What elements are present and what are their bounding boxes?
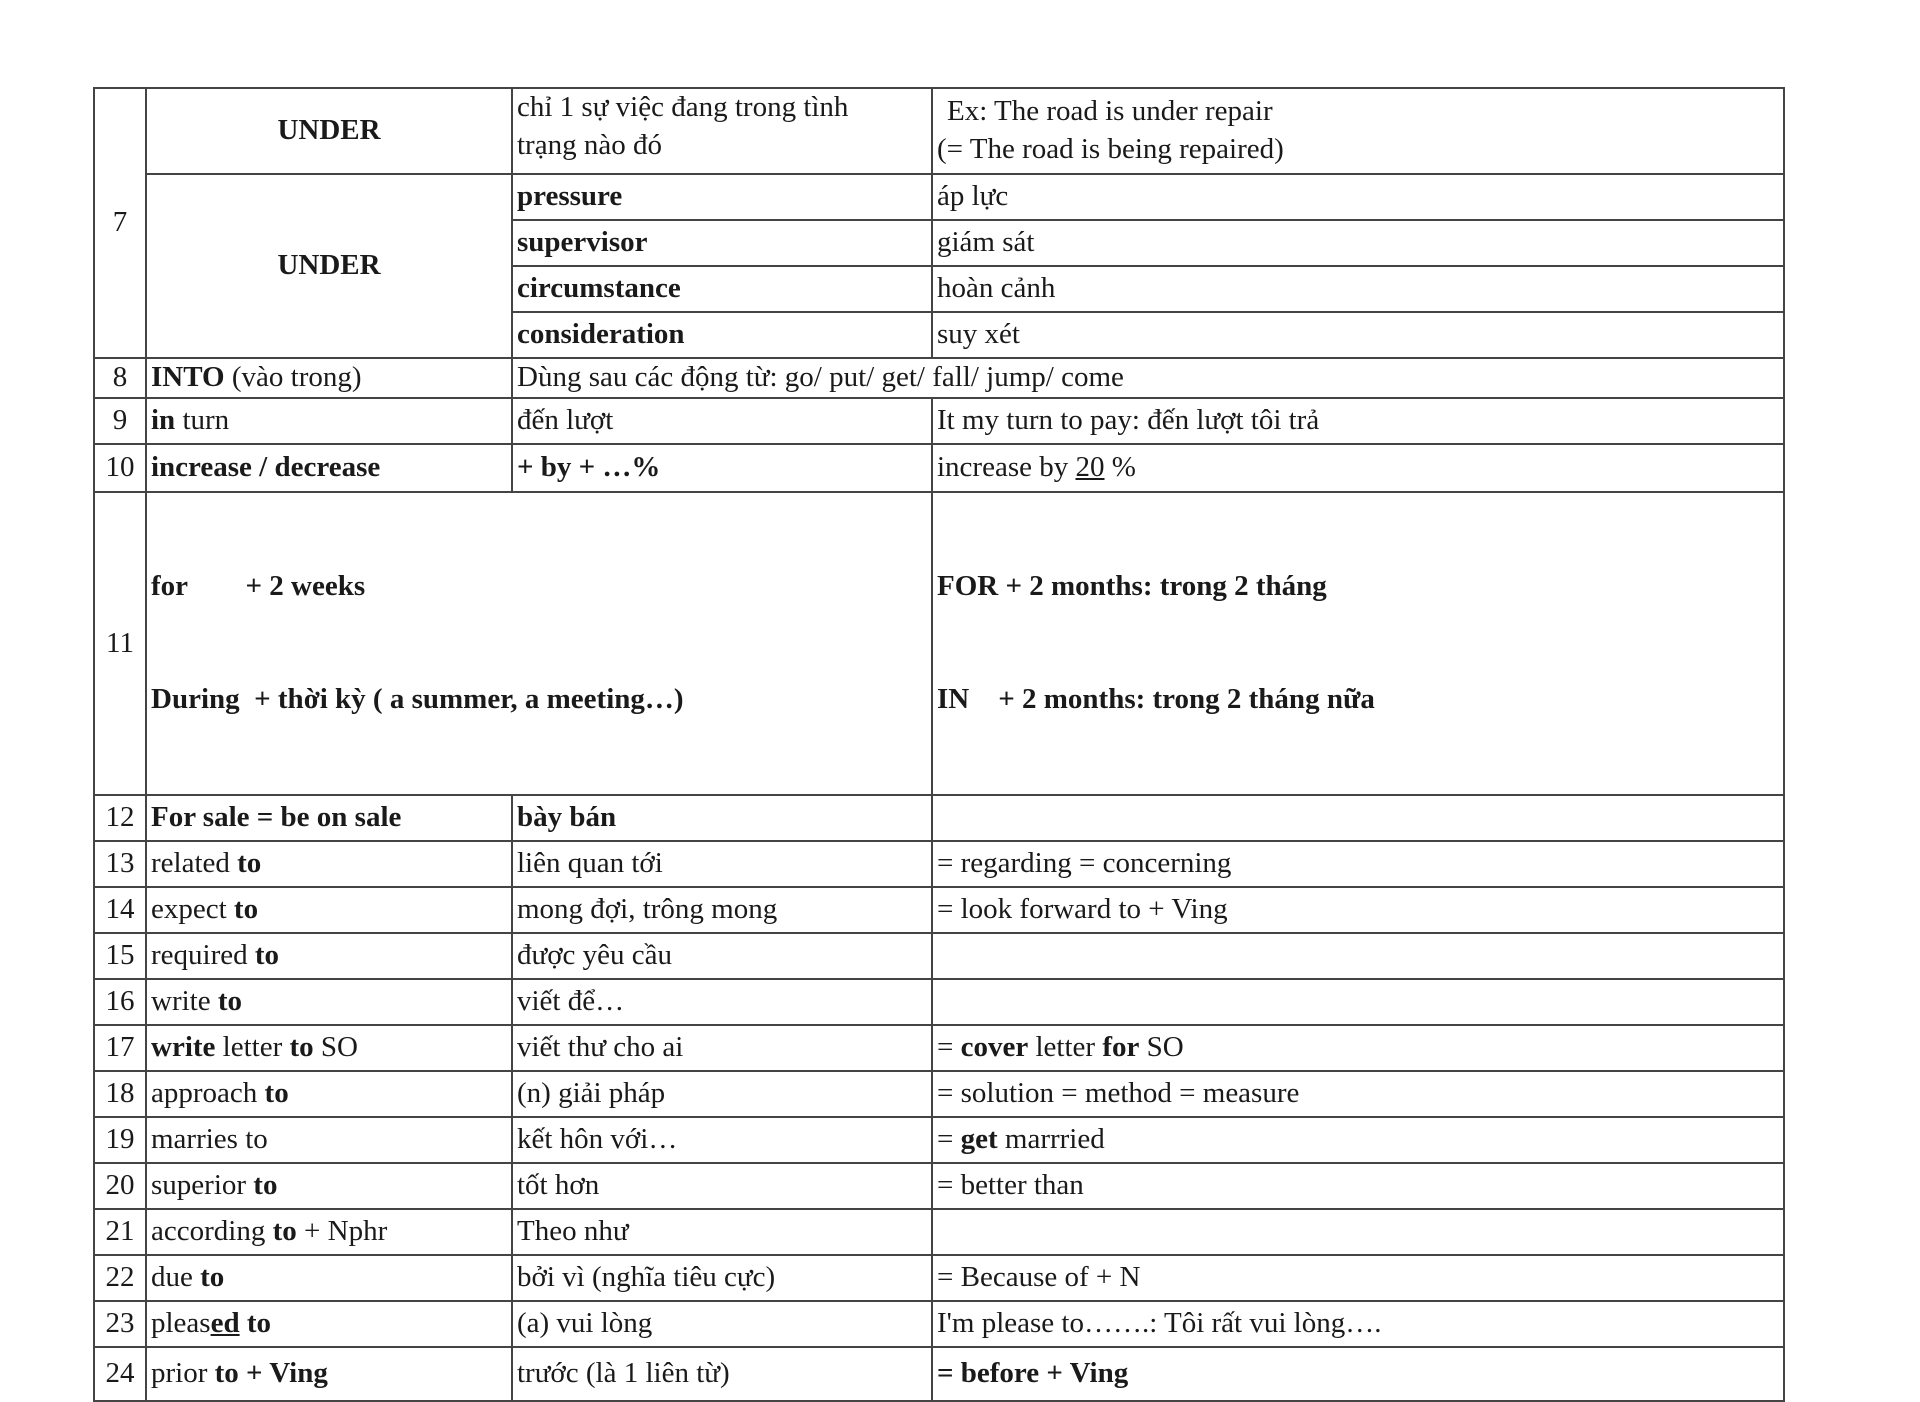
term: UNDER [277,114,381,147]
example-line: Ex: The road is under repair [947,95,1273,128]
example-line: (= The road is being repaired) [937,133,1284,165]
row-number: 7 [94,88,146,358]
term-plain: related [151,847,238,880]
note-cell [932,444,1784,492]
meaning-cell: viết để… [512,979,932,1025]
table-row [94,444,1784,492]
note-cell: = look forward to + Ving [932,887,1784,933]
term-cell [146,174,512,358]
note-cell: hoàn cảnh [932,266,1784,312]
table-row [94,88,1784,174]
meaning-cell: được yêu cầu [512,933,932,979]
table-row [94,1347,1784,1401]
note-line: FOR + 2 months: trong 2 tháng [937,570,1327,603]
row-number: 9 [94,398,146,444]
term-cell [146,1209,512,1255]
note-cell [932,1209,1784,1255]
meaning-cell: trước (là 1 liên từ) [512,1347,932,1401]
word-cell [512,266,932,312]
term-cell [146,358,512,398]
note-plain: SO [1139,1031,1184,1064]
meaning-cell [512,444,932,492]
term-rest: (vào trong) [224,361,362,393]
vocabulary-table [93,87,1785,1402]
table-row [94,1163,1784,1209]
note-cell: = regarding = concerning [932,841,1784,887]
term-plain: expect [151,893,234,926]
word: consideration [517,318,685,351]
term-cell [146,841,512,887]
table-row [94,795,1784,841]
meaning: + by + …% [517,450,661,483]
word-cell [512,220,932,266]
term-plain: write [151,985,218,1018]
meaning-line: trạng nào đó [517,128,662,161]
term-cell [146,398,512,444]
term-bold: write [151,1031,216,1064]
row-number: 18 [94,1071,146,1117]
note-bold: cover [960,1031,1029,1064]
meaning-cell: mong đợi, trông mong [512,887,932,933]
note-cell: = Because of + N [932,1255,1784,1301]
term-bold: to [254,939,280,972]
note-bold: for [1102,1031,1140,1064]
row-number: 21 [94,1209,146,1255]
row-number: 24 [94,1347,146,1401]
term-underlined: ed [210,1307,240,1340]
note-underlined: 20 [1075,450,1105,483]
term: increase / decrease [151,450,381,483]
term-bold: to [237,847,262,880]
word: circumstance [517,272,681,305]
term-cell [146,1025,512,1071]
term-cell [146,887,512,933]
row-number: 17 [94,1025,146,1071]
note-cell [932,1117,1784,1163]
term-cell [146,88,512,174]
table-row [94,398,1784,444]
table-row [94,174,1784,220]
row-number: 11 [94,492,146,796]
note-cell: = solution = method = measure [932,1071,1784,1117]
table-row [94,1117,1784,1163]
note-cell: = better than [932,1163,1784,1209]
meaning-cell [512,795,932,841]
row-number: 14 [94,887,146,933]
term-cell [146,492,932,796]
table-row [94,933,1784,979]
table-row [94,358,1784,398]
note-pre: increase by [937,450,1076,483]
term-cell [146,1255,512,1301]
note-plain: = [937,1123,961,1156]
term-bold: INTO [151,361,225,393]
term-bold: to [253,1169,278,1202]
note-line: IN + 2 months: trong 2 tháng nữa [937,683,1375,716]
term-cell: marries to [146,1117,512,1163]
row-number: 20 [94,1163,146,1209]
term-bold: to [264,1077,289,1110]
note-cell: It my turn to pay: đến lượt tôi trả [932,398,1784,444]
meaning-cell: (n) giải pháp [512,1071,932,1117]
term: For sale = be on sale [151,801,402,834]
meaning-cell: đến lượt [512,398,932,444]
word-cell [512,174,932,220]
note-cell: I'm please to…….: Tôi rất vui lòng…. [932,1301,1784,1347]
table-row [94,1071,1784,1117]
meaning: bày bán [517,801,617,834]
table-row [94,841,1784,887]
note-plain: marrried [997,1123,1105,1156]
note-plain: = [937,1031,961,1064]
term: UNDER [277,249,381,282]
row-number: 15 [94,933,146,979]
note-cell [932,933,1784,979]
note-cell [932,1347,1784,1401]
row-number: 10 [94,444,146,492]
term-plain: superior [151,1169,254,1202]
term-plain: SO [313,1031,358,1064]
term-cell [146,1163,512,1209]
row-number: 16 [94,979,146,1025]
term-plain: required [151,939,255,972]
word: supervisor [517,226,648,259]
term-bold: to [233,893,259,926]
term-cell [146,933,512,979]
table-row [94,1209,1784,1255]
table-row [94,979,1784,1025]
term-cell [146,1301,512,1347]
table-row [94,1025,1784,1071]
term-line: During + thời kỳ ( a summer, a meeting…) [151,683,684,716]
note-cell [932,1025,1784,1071]
term-cell [146,444,512,492]
meaning-cell: (a) vui lòng [512,1301,932,1347]
word: pressure [517,180,623,213]
note-bold: = before + Ving [937,1357,1129,1390]
term-plain: approach [151,1077,265,1110]
term-bold: to [200,1261,225,1294]
term-bold: to [272,1215,297,1248]
term-line: for + 2 weeks [151,570,366,603]
term-bold: to [217,985,243,1018]
meaning-line: chỉ 1 sự việc đang trong tình [517,91,849,123]
description-cell: Dùng sau các động từ: go/ put/ get/ fall/ jump/ come [512,358,1784,398]
note-cell [932,88,1784,174]
term-cell [146,1347,512,1401]
term-plain: prior [151,1357,215,1390]
note-cell: áp lực [932,174,1784,220]
table-row [94,887,1784,933]
note-cell [932,979,1784,1025]
meaning-cell [512,88,932,174]
term-rest: turn [175,403,230,436]
table-row [94,492,1784,796]
note-cell: suy xét [932,312,1784,358]
row-number: 19 [94,1117,146,1163]
term-plain: pleas [151,1307,211,1340]
word-cell [512,312,932,358]
table-row [94,1255,1784,1301]
term-bold: to [289,1031,314,1064]
term-cell [146,1071,512,1117]
row-number: 12 [94,795,146,841]
note-plain: letter [1028,1031,1103,1064]
note-cell: giám sát [932,220,1784,266]
note-bold: get [960,1123,998,1156]
row-number: 22 [94,1255,146,1301]
term-cell [146,795,512,841]
meaning-cell: viết thư cho ai [512,1025,932,1071]
meaning-cell: Theo như [512,1209,932,1255]
meaning-cell: bởi vì (nghĩa tiêu cực) [512,1255,932,1301]
term-after: + Nphr [296,1215,388,1248]
term-cell [146,979,512,1025]
note-cell [932,795,1784,841]
table-row [94,1301,1784,1347]
meaning-cell: kết hôn với… [512,1117,932,1163]
term-plain: according [151,1215,273,1248]
term-plain: due [151,1261,201,1294]
term-bold: in [151,403,176,436]
meaning-cell: tốt hơn [512,1163,932,1209]
meaning-cell: liên quan tới [512,841,932,887]
term-bold: to + Ving [214,1357,328,1390]
row-number: 23 [94,1301,146,1347]
row-number: 13 [94,841,146,887]
note-cell [932,492,1784,796]
note-post: % [1104,450,1136,483]
row-number: 8 [94,358,146,398]
term-bold: to [239,1307,272,1340]
term-plain: letter [215,1031,290,1064]
